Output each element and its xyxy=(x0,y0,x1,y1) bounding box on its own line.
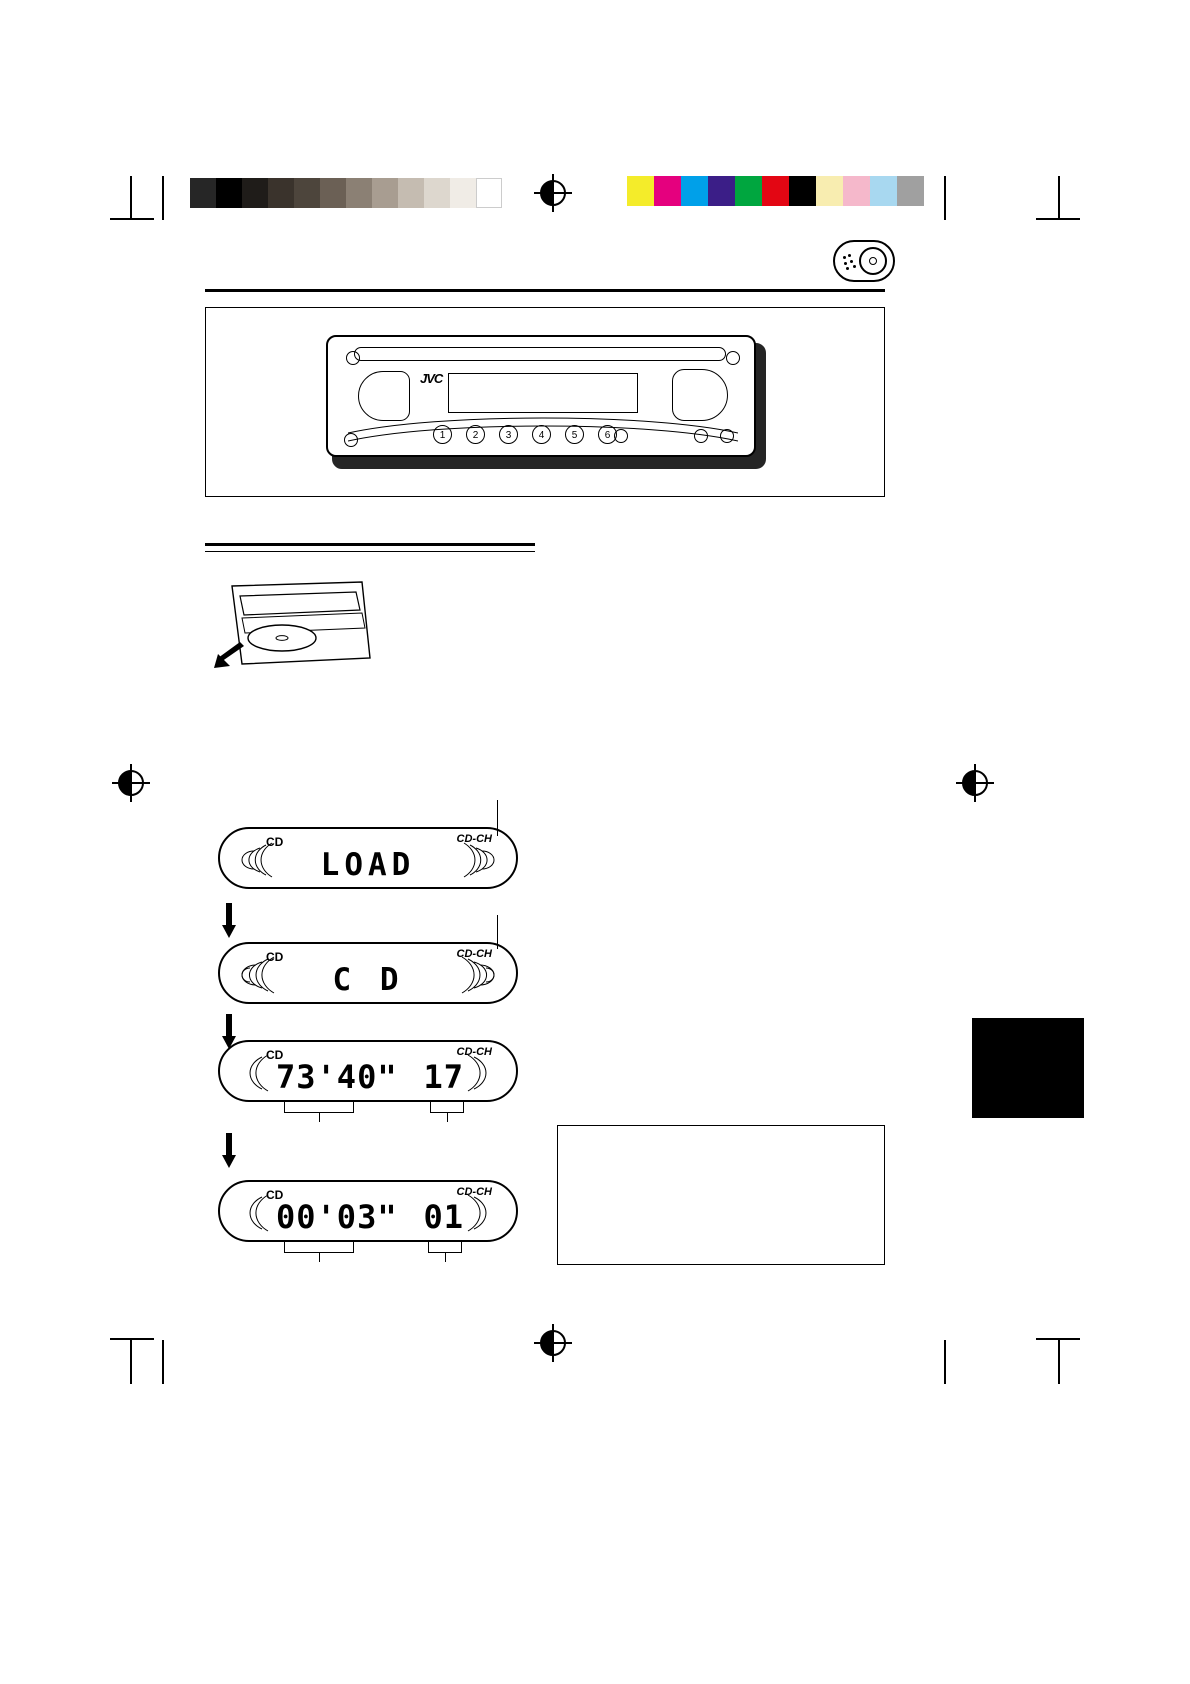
mini-button xyxy=(346,351,360,365)
disc-rays-icon xyxy=(843,254,859,270)
cd-changer-indicator: CD-CH xyxy=(456,1186,492,1198)
crop-mark-top-right-inner-vertical xyxy=(944,176,946,220)
preset-button-2[interactable]: 2 xyxy=(466,425,485,444)
level-meter-left xyxy=(238,841,278,879)
compact-disc-badge xyxy=(833,240,895,282)
swatch xyxy=(897,176,924,206)
level-meter-left xyxy=(232,1194,272,1232)
note-box xyxy=(557,1125,885,1265)
current-track-value: 01 xyxy=(423,1198,464,1236)
swatch xyxy=(398,178,424,208)
elapsed-time-value: 00'03" xyxy=(276,1198,398,1236)
swatch xyxy=(627,176,654,206)
swatch xyxy=(372,178,398,208)
preset-button-3[interactable]: 3 xyxy=(499,425,518,444)
swatch xyxy=(346,178,372,208)
crop-mark-top-right-vertical xyxy=(1058,176,1060,220)
elapsed-time-bracket xyxy=(284,1242,354,1253)
brand-logo: JVC xyxy=(420,371,443,386)
swatch xyxy=(654,176,681,206)
swatch xyxy=(216,178,242,208)
grayscale-calibration-strip xyxy=(190,178,502,208)
compact-disc-icon xyxy=(859,247,887,275)
crop-mark-top-right-horizontal xyxy=(1036,218,1080,220)
level-meter-right xyxy=(458,841,498,879)
crop-mark-bottom-left-horizontal xyxy=(110,1338,154,1340)
registration-target-top xyxy=(540,180,566,206)
faceplate-body xyxy=(326,335,756,457)
swatch xyxy=(708,176,735,206)
total-time-value: 73'40" xyxy=(276,1058,398,1096)
display-main-text: C D xyxy=(332,962,404,998)
display-step-load xyxy=(218,827,518,889)
insert-disc-diagram xyxy=(210,580,380,690)
preset-button-6[interactable]: 6 xyxy=(598,425,617,444)
preset-button-4[interactable]: 4 xyxy=(532,425,551,444)
swatch xyxy=(870,176,897,206)
section-divider-top xyxy=(205,289,885,292)
swatch xyxy=(242,178,268,208)
receiver-faceplate-illustration xyxy=(326,335,766,465)
crop-mark-bottom-left-vertical xyxy=(130,1340,132,1384)
level-meter-right xyxy=(464,1194,504,1232)
total-time-bracket xyxy=(284,1102,354,1113)
section-divider-light xyxy=(205,551,535,552)
disc-slot xyxy=(354,347,726,361)
color-calibration-strip xyxy=(627,176,924,206)
registration-target-right xyxy=(962,770,988,796)
swatch xyxy=(735,176,762,206)
swatch xyxy=(424,178,450,208)
swatch xyxy=(681,176,708,206)
display-step-total xyxy=(218,1040,518,1102)
level-meter-right xyxy=(464,1054,504,1092)
crop-mark-bottom-right-vertical xyxy=(1058,1340,1060,1384)
crop-mark-top-left-inner-vertical xyxy=(162,176,164,220)
faceplate-contour-lines xyxy=(348,407,738,447)
callout-line-load xyxy=(497,800,498,836)
crop-mark-bottom-left-inner-vertical xyxy=(162,1340,164,1384)
display-step-playing xyxy=(218,1180,518,1242)
cd-changer-indicator: CD-CH xyxy=(456,833,492,845)
current-track-bracket xyxy=(428,1242,462,1253)
swatch xyxy=(190,178,216,208)
cd-indicator: CD xyxy=(266,950,284,964)
cd-changer-indicator: CD-CH xyxy=(456,1046,492,1058)
swatch xyxy=(762,176,789,206)
mini-button xyxy=(726,351,740,365)
registration-target-left xyxy=(118,770,144,796)
swatch xyxy=(843,176,870,206)
swatch xyxy=(320,178,346,208)
flow-arrow-1 xyxy=(222,903,236,939)
level-meter-right xyxy=(458,956,498,994)
cd-changer-indicator: CD-CH xyxy=(456,948,492,960)
page-side-tab xyxy=(972,1018,1084,1118)
section-divider-heavy xyxy=(205,543,535,546)
swatch xyxy=(450,178,476,208)
crop-mark-bottom-right-inner-vertical xyxy=(944,1340,946,1384)
level-meter-left xyxy=(232,1054,272,1092)
unit-illustration-frame xyxy=(205,307,885,497)
total-track-bracket xyxy=(430,1102,464,1113)
crop-mark-top-left-vertical xyxy=(130,176,132,220)
preset-button-5[interactable]: 5 xyxy=(565,425,584,444)
display-main-text: LOAD xyxy=(320,847,416,883)
cd-indicator: CD xyxy=(266,835,284,849)
registration-target-bottom xyxy=(540,1330,566,1356)
swatch xyxy=(789,176,816,206)
cd-indicator: CD xyxy=(266,1048,284,1062)
flow-arrow-3 xyxy=(222,1133,236,1169)
swatch xyxy=(476,178,502,208)
crop-mark-bottom-right-horizontal xyxy=(1036,1338,1080,1340)
total-track-value: 17 xyxy=(423,1058,464,1096)
callout-line-cd xyxy=(497,915,498,949)
crop-mark-top-left-horizontal xyxy=(110,218,154,220)
swatch xyxy=(268,178,294,208)
level-meter-left xyxy=(238,956,278,994)
preset-button-1[interactable]: 1 xyxy=(433,425,452,444)
cd-indicator: CD xyxy=(266,1188,284,1202)
swatch xyxy=(816,176,843,206)
swatch xyxy=(294,178,320,208)
display-step-cd xyxy=(218,942,518,1004)
